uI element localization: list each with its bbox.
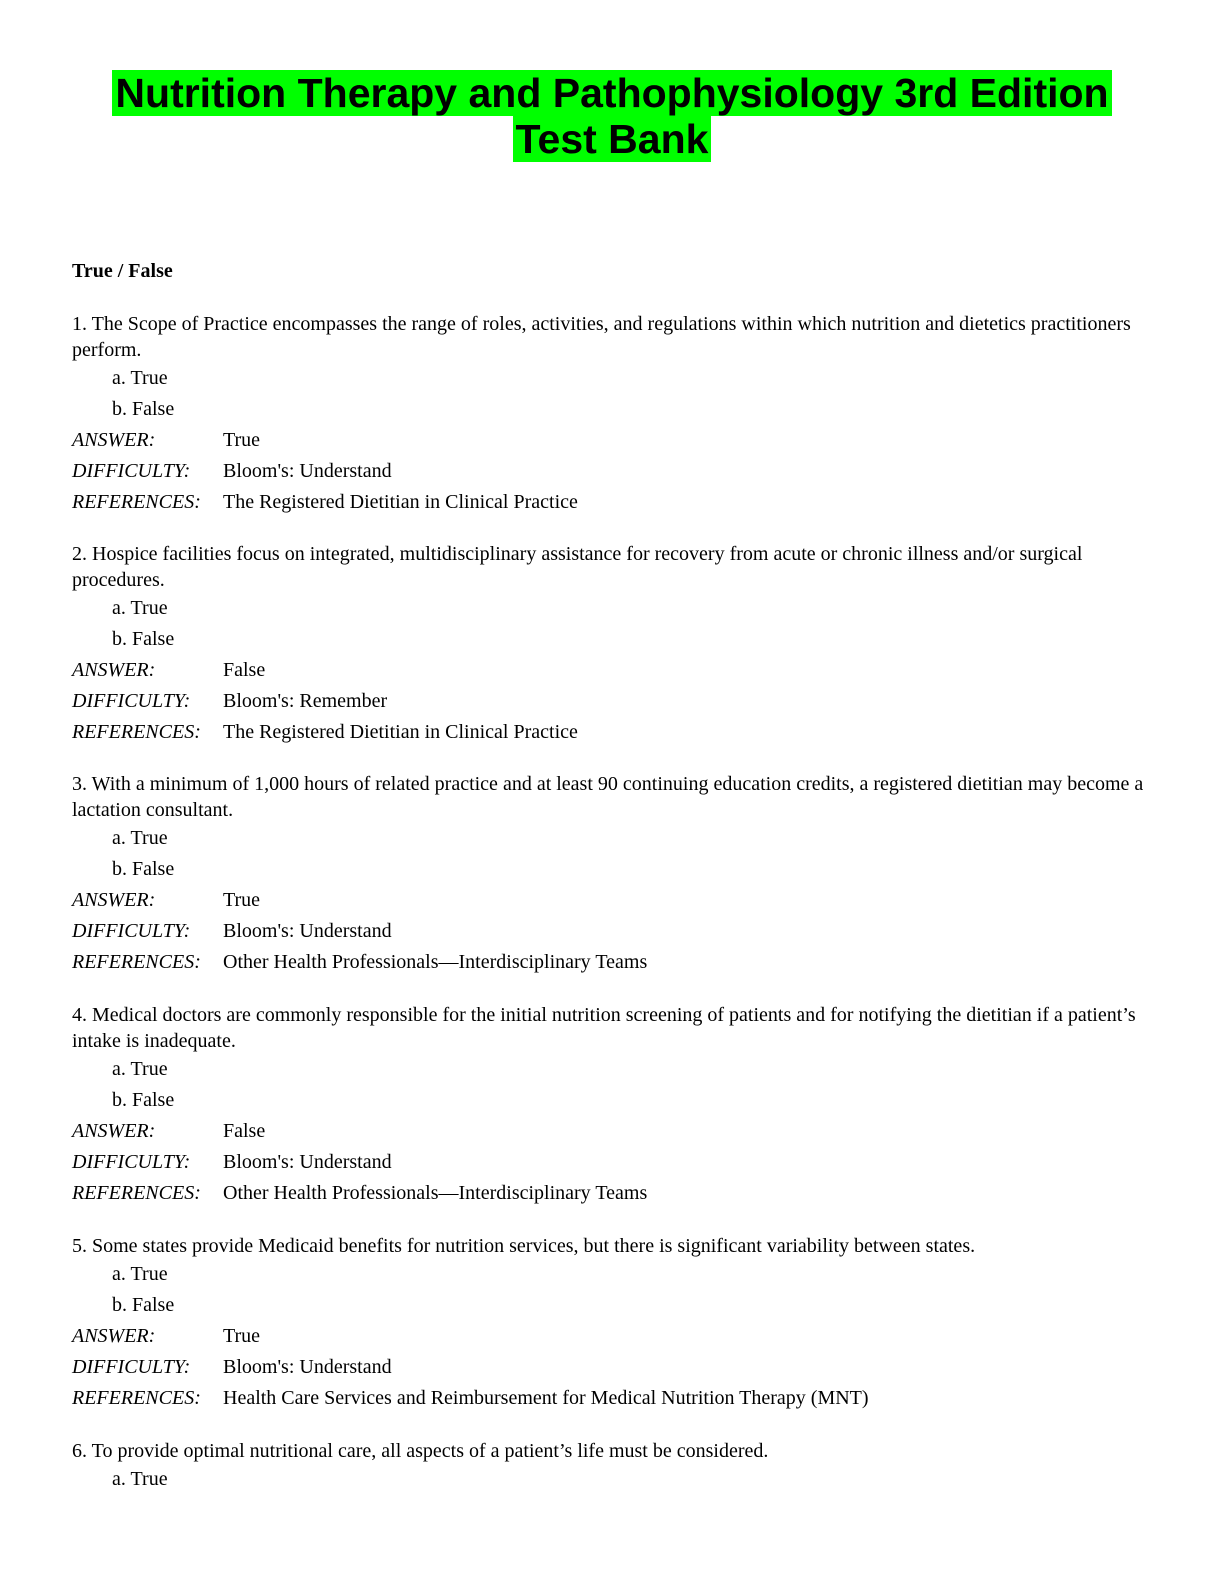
difficulty-value: Bloom's: Remember	[223, 690, 388, 712]
title-line-2: Test Bank	[513, 116, 712, 162]
difficulty-value: Bloom's: Understand	[223, 1151, 392, 1173]
references-label: REFERENCES:	[72, 721, 201, 743]
answer-value: True	[223, 429, 261, 451]
question-1	[72, 311, 1152, 518]
references-label: REFERENCES:	[72, 1387, 201, 1409]
answer-value: False	[223, 659, 266, 681]
answer-label: ANSWER:	[72, 1325, 156, 1347]
difficulty-label: DIFFICULTY:	[72, 460, 191, 482]
title-line-1: Nutrition Therapy and Pathophysiology 3rd Edition	[112, 70, 1111, 116]
references-value: Health Care Services and Reimbursement for Medical Nutrition Therapy (MNT)	[223, 1387, 869, 1409]
difficulty-value: Bloom's: Understand	[223, 920, 392, 942]
option-a: a. True	[112, 597, 168, 619]
difficulty-label: DIFFICULTY:	[72, 920, 191, 942]
question-text: 5. Some states provide Medicaid benefits for nutrition services, but there is significant variability between states.	[72, 1235, 976, 1257]
option-b: b. False	[112, 628, 175, 650]
references-label: REFERENCES:	[72, 1182, 201, 1204]
difficulty-row	[72, 686, 1152, 717]
references-row	[72, 1178, 1152, 1209]
option-a: a. True	[112, 827, 168, 849]
difficulty-row	[72, 456, 1152, 487]
references-value: The Registered Dietitian in Clinical Practice	[223, 491, 578, 513]
difficulty-row	[72, 1147, 1152, 1178]
question-2	[72, 541, 1152, 748]
option-b: b. False	[112, 1089, 175, 1111]
option-a: a. True	[112, 1263, 168, 1285]
answer-value: True	[223, 1325, 261, 1347]
question-3	[72, 771, 1152, 978]
difficulty-row	[72, 1352, 1152, 1383]
question-4	[72, 1002, 1152, 1209]
option-a: a. True	[112, 1058, 168, 1080]
option-b: b. False	[112, 858, 175, 880]
answer-value: True	[223, 889, 261, 911]
option-a: a. True	[112, 367, 168, 389]
answer-label: ANSWER:	[72, 659, 156, 681]
option-a: a. True	[112, 1468, 168, 1490]
difficulty-value: Bloom's: Understand	[223, 460, 392, 482]
answer-label: ANSWER:	[72, 889, 156, 911]
section-heading: True / False	[72, 260, 173, 282]
references-label: REFERENCES:	[72, 951, 201, 973]
references-row	[72, 487, 1152, 518]
difficulty-row	[72, 916, 1152, 947]
answer-row	[72, 655, 1152, 686]
difficulty-value: Bloom's: Understand	[223, 1356, 392, 1378]
references-row	[72, 947, 1152, 978]
answer-value: False	[223, 1120, 266, 1142]
option-b: b. False	[112, 398, 175, 420]
references-value: Other Health Professionals—Interdisciplinary Teams	[223, 951, 648, 973]
difficulty-label: DIFFICULTY:	[72, 1151, 191, 1173]
references-value: Other Health Professionals—Interdisciplinary Teams	[223, 1182, 648, 1204]
references-row	[72, 1383, 1152, 1414]
answer-label: ANSWER:	[72, 1120, 156, 1142]
question-text: 2. Hospice facilities focus on integrated, multidisciplinary assistance for recovery from acute or chronic illness and/or surgical procedures.	[72, 543, 1083, 591]
answer-row	[72, 885, 1152, 916]
answer-row	[72, 1321, 1152, 1352]
question-text: 1. The Scope of Practice encompasses the range of roles, activities, and regulations within which nutrition and dietetics practitioners perform.	[72, 313, 1131, 361]
answer-label: ANSWER:	[72, 429, 156, 451]
references-row	[72, 717, 1152, 748]
document-title	[0, 70, 1224, 162]
question-5	[72, 1233, 1152, 1414]
answer-row	[72, 425, 1152, 456]
references-value: The Registered Dietitian in Clinical Practice	[223, 721, 578, 743]
question-text: 6. To provide optimal nutritional care, all aspects of a patient’s life must be considered.	[72, 1440, 769, 1462]
option-b: b. False	[112, 1294, 175, 1316]
answer-row	[72, 1116, 1152, 1147]
difficulty-label: DIFFICULTY:	[72, 1356, 191, 1378]
difficulty-label: DIFFICULTY:	[72, 690, 191, 712]
question-text: 3. With a minimum of 1,000 hours of related practice and at least 90 continuing education credits, a registered dietitian may become a lactation consultant.	[72, 773, 1144, 821]
question-6	[72, 1438, 1152, 1495]
question-text: 4. Medical doctors are commonly responsible for the initial nutrition screening of patients and for notifying the dietitian if a patient’s intake is inadequate.	[72, 1004, 1136, 1052]
references-label: REFERENCES:	[72, 491, 201, 513]
